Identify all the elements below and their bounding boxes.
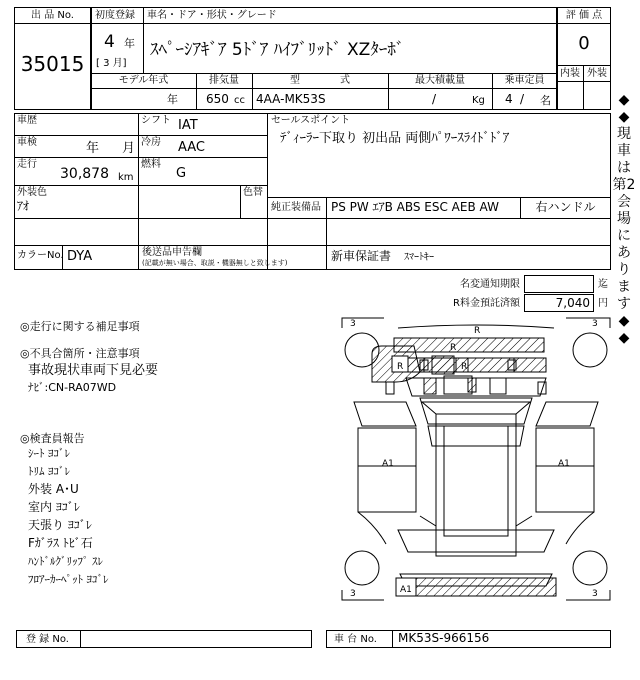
reg-no-label: 登 録 No. [26, 634, 69, 645]
tire-label-rl: 3 [350, 589, 356, 599]
defect-line-2: ﾅﾋﾞ:CN-RA07WD [28, 381, 117, 394]
ext-color-value: ｱｵ [17, 199, 30, 213]
max-load-label: 最大積載量 [415, 75, 465, 86]
driving-remarks-label: ◎走行に関する補足事項 [20, 320, 140, 333]
aftermarket-note: (記載が無い場合、取説・機器無しと致します) [142, 259, 288, 267]
model-year-unit: 年 [167, 93, 178, 106]
history-label: 車歴 [17, 115, 37, 126]
tire-label-fr: 3 [592, 319, 598, 329]
damage-mark-a1-rear: A1 [400, 585, 412, 595]
model-year-label: モデル年式 [118, 75, 169, 86]
inspector-line-5: 天張り ﾖｺﾞﾚ [28, 518, 92, 532]
venue-notice: ◆ ◆現車は第2会場にあります◆ ◆ [612, 92, 636, 346]
fuel-value: G [176, 166, 187, 181]
capacity-sep: / [520, 92, 525, 106]
capacity-unit: 名 [540, 94, 551, 107]
ac-label: 冷房 [141, 137, 161, 148]
exterior-label: 外装 [587, 68, 607, 79]
mileage-label: 走行 [17, 159, 37, 170]
warranty-value: 新車保証書 [331, 249, 392, 263]
sales-point-value: ﾃﾞｨｰﾗｰ下取り 初出品 両側ﾊﾟﾜｰｽﾗｲﾄﾞﾄﾞｱ [280, 131, 510, 146]
car-name-value: ｽﾍﾟｰｼｱｷﾞｱ 5ﾄﾞｱ ﾊｲﾌﾞﾘｯﾄﾞ XZﾀｰﾎﾞ [150, 40, 405, 60]
color-no-label: カラーNo. [17, 250, 64, 261]
damage-mark-r-2: R [450, 343, 457, 353]
smart-key-value: ｽﾏｰﾄｷｰ [404, 252, 434, 263]
max-load-unit: Kg [472, 95, 485, 106]
tire-label-fl: 3 [350, 319, 356, 329]
lot-no-label: 出 品 No. [31, 10, 74, 21]
damage-mark-r-4: R [397, 362, 404, 372]
damage-mark-r-3: R [461, 362, 468, 372]
interior-label: 内装 [560, 68, 580, 79]
car-name-label: 車名・ドア・形状・グレード [147, 10, 277, 21]
shift-label: シフト [141, 115, 171, 126]
defect-line-1: 事故現状車両下見必要 [28, 363, 159, 378]
lot-no-value: 35015 [20, 52, 85, 76]
aftermarket-label: 後送品申告欄 [142, 247, 202, 258]
ac-value: AAC [178, 140, 205, 155]
mileage-unit: km [118, 172, 134, 183]
name-change-deadline-box [524, 275, 594, 293]
chassis-no-label: 車 台 No. [334, 634, 377, 645]
deadline-suffix: 迄 [598, 279, 608, 290]
type-label: 型 式 [290, 75, 350, 86]
damage-mark-a1-right: A1 [558, 459, 570, 469]
inspector-line-6: Fｶﾞﾗｽ ﾄﾋﾞ石 [28, 536, 93, 550]
inspection-year-unit: 年 [86, 141, 100, 156]
displacement-unit: cc [234, 95, 245, 106]
grade-label: 評 価 点 [565, 10, 603, 21]
first-reg-month: [ 3 月] [96, 58, 127, 69]
grade-value: 0 [578, 33, 590, 54]
capacity-value: 4 [505, 92, 513, 106]
tire-label-rr: 3 [592, 589, 598, 599]
sales-point-label: セールスポイント [271, 115, 351, 126]
color-change-label: 色替 [243, 187, 263, 198]
ext-color-label: 外装色 [17, 187, 47, 198]
capacity-label: 乗車定員 [504, 75, 545, 86]
equipment-label: 純正装備品 [271, 202, 321, 213]
inspector-line-4: 室内 ﾖｺﾞﾚ [28, 500, 80, 514]
max-load-sep: / [432, 92, 437, 106]
inspection-month-unit: 月 [122, 141, 136, 156]
color-no-value: DYA [67, 249, 93, 264]
chassis-no-value: MK53S-966156 [398, 631, 490, 645]
fuel-label: 燃料 [141, 159, 161, 170]
car-damage-diagram [340, 316, 612, 602]
damage-mark-a1-left: A1 [382, 459, 394, 469]
equipment-value: PS PW ｴｱB ABS ESC AEB AW [331, 200, 499, 214]
first-reg-year-unit: 年 [124, 37, 135, 50]
defect-label: ◎不具合箇所・注意事項 [20, 347, 140, 360]
mileage-value: 30,878 [60, 166, 109, 182]
inspector-line-1: ｼｰﾄ ﾖｺﾞﾚ [28, 447, 70, 460]
inspection-label: 車検 [17, 137, 37, 148]
inspector-line-8: ﾌﾛｱｰｶｰﾍﾟｯﾄ ﾖｺﾞﾚ [28, 573, 109, 586]
damage-mark-r-1: R [474, 326, 481, 336]
inspector-label: ◎検査員報告 [20, 432, 85, 445]
first-reg-label: 初度登録 [95, 10, 135, 21]
name-change-deadline-label: 名変通知期限 [460, 279, 520, 290]
first-reg-year: 4 [104, 32, 115, 52]
recycle-unit: 円 [598, 298, 608, 309]
recycle-label: R料金預託済額 [453, 298, 520, 309]
inspector-line-7: ﾊﾝﾄﾞﾙｸﾞﾘｯﾌﾟ ｽﾚ [28, 555, 103, 568]
inspector-line-3: 外装 A･U [28, 482, 79, 496]
displacement-label: 排気量 [209, 75, 239, 86]
shift-value: IAT [178, 118, 198, 133]
type-value: 4AA-MK53S [256, 92, 326, 106]
inspector-line-2: ﾄﾘﾑ ﾖｺﾞﾚ [28, 465, 70, 478]
recycle-value: 7,040 [555, 296, 590, 310]
displacement-value: 650 [206, 92, 229, 106]
handle-value: 右ハンドル [535, 200, 596, 214]
